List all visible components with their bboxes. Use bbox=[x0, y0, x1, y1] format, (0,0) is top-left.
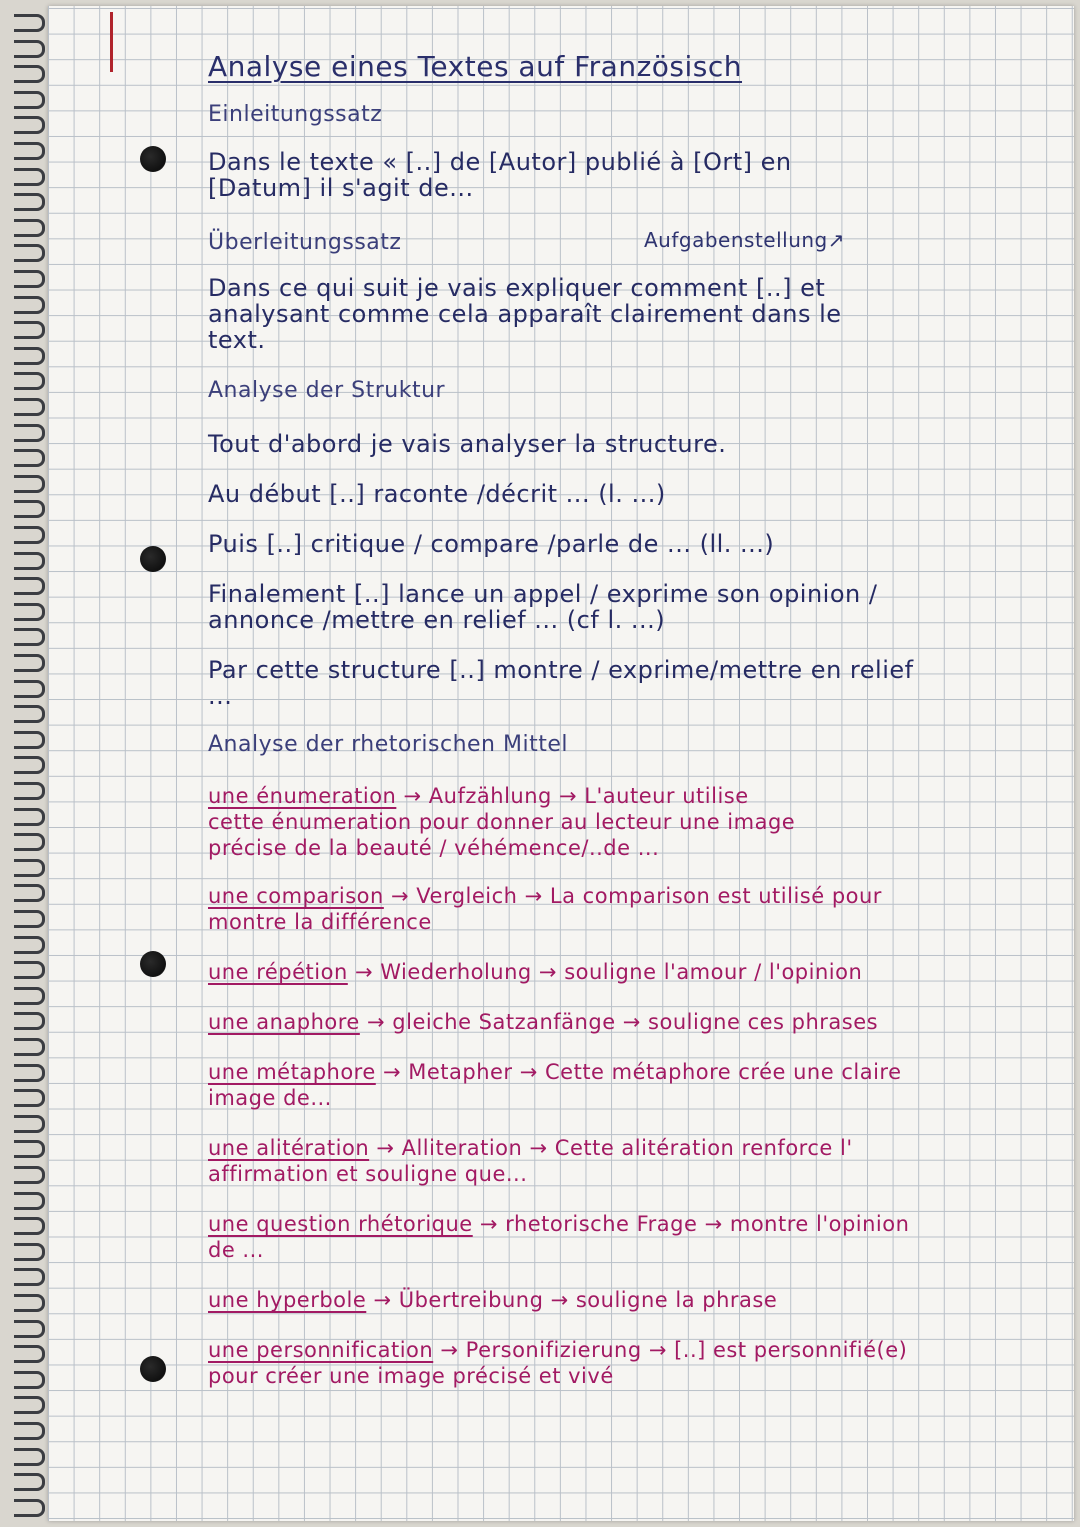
spiral-ring bbox=[14, 680, 45, 698]
einleitung-line: Dans le texte « [..] de [Autor] publié à [Ort] en bbox=[208, 148, 792, 176]
spiral-ring bbox=[14, 628, 45, 646]
spiral-ring bbox=[14, 1448, 45, 1466]
rhetoric-item-continuation: pour créer une image précisé et vivé bbox=[208, 1364, 614, 1388]
spiral-ring bbox=[14, 142, 45, 160]
rhetoric-item-continuation: image de... bbox=[208, 1086, 332, 1110]
rhetoric-item bbox=[208, 1212, 909, 1236]
spiral-ring bbox=[14, 1038, 45, 1056]
rhetoric-description: → Übertreibung → souligne la phrase bbox=[366, 1288, 778, 1312]
margin-line bbox=[110, 12, 113, 72]
spiral-ring bbox=[14, 526, 45, 544]
spiral-ring bbox=[14, 1166, 45, 1184]
spiral-ring bbox=[14, 1473, 45, 1491]
punch-hole bbox=[140, 1356, 166, 1382]
spiral-ring bbox=[14, 1064, 45, 1082]
spiral-ring bbox=[14, 654, 45, 672]
spiral-ring bbox=[14, 1140, 45, 1158]
punch-hole bbox=[140, 146, 166, 172]
spiral-ring bbox=[14, 449, 45, 467]
rhetoric-description: → gleiche Satzanfänge → souligne ces phrases bbox=[359, 1010, 879, 1034]
spiral-ring bbox=[14, 1396, 45, 1414]
rhetoric-term: une hyperbole bbox=[208, 1288, 367, 1312]
spiral-ring bbox=[14, 40, 45, 58]
rhetoric-term: une personnification bbox=[208, 1338, 434, 1362]
spiral-ring bbox=[14, 244, 45, 262]
spiral-ring bbox=[14, 219, 45, 237]
spiral-ring bbox=[14, 808, 45, 826]
struktur-line: Au début [..] raconte /décrit ... (l. ...) bbox=[208, 480, 666, 508]
spiral-ring bbox=[14, 1345, 45, 1363]
struktur-line: Tout d'abord je vais analyser la structure. bbox=[208, 430, 727, 458]
rhetoric-item bbox=[208, 1288, 777, 1312]
struktur-line: Finalement [..] lance un appel / exprime son opinion / bbox=[208, 580, 878, 608]
punch-hole bbox=[140, 546, 166, 572]
rhetoric-item bbox=[208, 1010, 878, 1034]
spiral-ring bbox=[14, 475, 45, 493]
spiral-ring bbox=[14, 910, 45, 928]
spiral-ring bbox=[14, 347, 45, 365]
spiral-ring bbox=[14, 833, 45, 851]
spiral-ring bbox=[14, 1268, 45, 1286]
rhetoric-term: une question rhétorique bbox=[208, 1212, 473, 1236]
rhetoric-term: une anaphore bbox=[208, 1010, 360, 1034]
spiral-ring bbox=[14, 782, 45, 800]
spiral-ring bbox=[14, 961, 45, 979]
spiral-ring bbox=[14, 424, 45, 442]
struktur-line: ... bbox=[208, 682, 233, 710]
section-heading-mittel: Analyse der rhetorischen Mittel bbox=[208, 732, 568, 757]
page-title: Analyse eines Textes auf Französisch bbox=[208, 50, 743, 83]
rhetoric-item-continuation: précise de la beauté / véhémence/..de ... bbox=[208, 836, 660, 860]
rhetoric-item bbox=[208, 1136, 853, 1160]
section-heading-struktur: Analyse der Struktur bbox=[208, 378, 446, 403]
struktur-line: Par cette structure [..] montre / exprime/mettre en relief bbox=[208, 656, 914, 684]
spiral-ring bbox=[14, 321, 45, 339]
rhetoric-item-continuation: de ... bbox=[208, 1238, 264, 1262]
spiral-ring bbox=[14, 1294, 45, 1312]
spiral-ring bbox=[14, 705, 45, 723]
spiral-ring bbox=[14, 987, 45, 1005]
spiral-ring bbox=[14, 372, 45, 390]
rhetoric-item bbox=[208, 960, 862, 984]
ueberleitung-line: Dans ce qui suit je vais expliquer comment [..] et bbox=[208, 274, 826, 302]
spiral-ring bbox=[14, 731, 45, 749]
rhetoric-description: → Personifizierung → [..] est personnifié(e) bbox=[433, 1338, 908, 1362]
ueberleitung-line: analysant comme cela apparaît clairement dans le bbox=[208, 300, 842, 328]
spiral-ring bbox=[14, 270, 45, 288]
section-heading-einleitung: Einleitungssatz bbox=[208, 102, 383, 127]
rhetoric-term: une alitération bbox=[208, 1136, 370, 1160]
spiral-ring bbox=[14, 603, 45, 621]
section-heading-ueberleitung: Überleitungssatz bbox=[208, 230, 402, 255]
spiral-ring bbox=[14, 936, 45, 954]
punch-hole bbox=[140, 951, 166, 977]
spiral-ring bbox=[14, 1217, 45, 1235]
spiral-ring bbox=[14, 1115, 45, 1133]
rhetoric-description: → Wiederholung → souligne l'amour / l'opinion bbox=[347, 960, 863, 984]
spiral-ring bbox=[14, 1499, 45, 1517]
einleitung-line: [Datum] il s'agit de... bbox=[208, 174, 474, 202]
spiral-ring bbox=[14, 168, 45, 186]
struktur-line: Puis [..] critique / compare /parle de ... (ll. ...) bbox=[208, 530, 775, 558]
rhetoric-item bbox=[208, 884, 882, 908]
spiral-ring bbox=[14, 1371, 45, 1389]
struktur-line: annonce /mettre en relief ... (cf l. ...) bbox=[208, 606, 666, 634]
rhetoric-item-continuation: affirmation et souligne que... bbox=[208, 1162, 528, 1186]
ueberleitung-line: text. bbox=[208, 326, 266, 354]
spiral-ring bbox=[14, 14, 45, 32]
spiral-ring bbox=[14, 193, 45, 211]
rhetoric-description: → rhetorische Frage → montre l'opinion bbox=[472, 1212, 910, 1236]
rhetoric-description: → Alliteration → Cette alitération renforce l' bbox=[369, 1136, 853, 1160]
spiral-ring bbox=[14, 1192, 45, 1210]
spiral-ring bbox=[14, 552, 45, 570]
aufgabenstellung-note: Aufgabenstellung↗ bbox=[644, 228, 846, 252]
spiral-ring bbox=[14, 1089, 45, 1107]
rhetoric-description: → Metapher → Cette métaphore crée une claire bbox=[375, 1060, 902, 1084]
spiral-ring bbox=[14, 65, 45, 83]
rhetoric-term: une répétion bbox=[208, 960, 348, 984]
spiral-ring bbox=[14, 1320, 45, 1338]
spiral-ring bbox=[14, 1422, 45, 1440]
spiral-ring bbox=[14, 577, 45, 595]
rhetoric-description: → Aufzählung → L'auteur utilise bbox=[396, 784, 749, 808]
rhetoric-term: une énumeration bbox=[208, 784, 397, 808]
rhetoric-term: une métaphore bbox=[208, 1060, 376, 1084]
spiral-ring bbox=[14, 1243, 45, 1261]
spiral-ring bbox=[14, 756, 45, 774]
rhetoric-item bbox=[208, 1338, 907, 1362]
rhetoric-item bbox=[208, 1060, 902, 1084]
notebook-page bbox=[48, 6, 1074, 1521]
spiral-ring bbox=[14, 1012, 45, 1030]
rhetoric-term: une comparison bbox=[208, 884, 384, 908]
rhetoric-description: → Vergleich → La comparison est utilisé pour bbox=[383, 884, 882, 908]
spiral-ring bbox=[14, 296, 45, 314]
spiral-ring bbox=[14, 859, 45, 877]
spiral-ring bbox=[14, 91, 45, 109]
rhetoric-item-continuation: montre la différence bbox=[208, 910, 432, 934]
rhetoric-item bbox=[208, 784, 749, 808]
spiral-ring bbox=[14, 398, 45, 416]
spiral-binding bbox=[0, 0, 48, 1527]
spiral-ring bbox=[14, 500, 45, 518]
spiral-ring bbox=[14, 884, 45, 902]
spiral-ring bbox=[14, 116, 45, 134]
rhetoric-item-continuation: cette énumeration pour donner au lecteur une image bbox=[208, 810, 796, 834]
